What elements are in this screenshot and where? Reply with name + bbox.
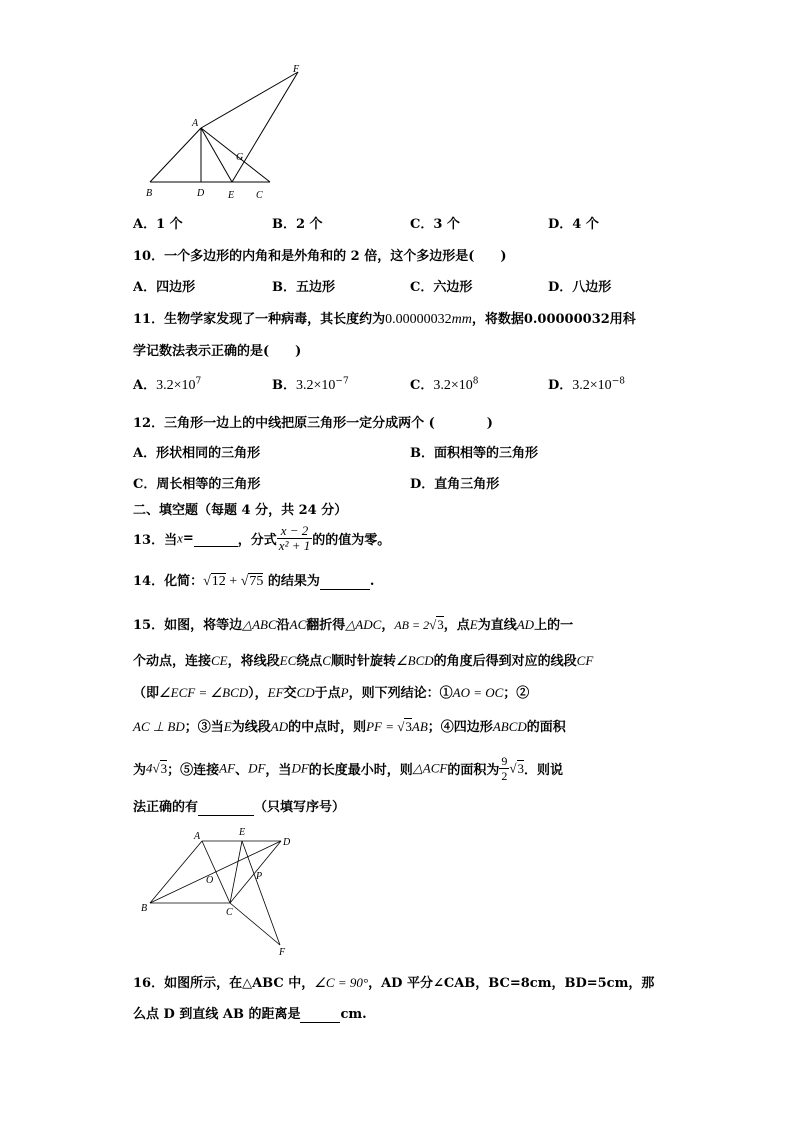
q15-label-A: A [194,831,201,842]
q10-stem: 10．一个多边形的内角和是外角和的 2 倍，这个多边形是( ) [133,249,507,264]
q9-label-F: F [293,64,300,75]
q9-option-b: B．2 个 [272,217,323,232]
q15-line2: 个动点，连接CE，将线段EC绕点C顺时针旋转∠BCD的角度后得到对应的线段CF [133,653,594,669]
q11-stem-line2: 学记数法表示正确的是( ) [133,344,302,359]
q9-label-E: E [228,190,235,201]
q13-answer-blank[interactable] [194,531,238,547]
q15-line4: AC ⊥ BD；③当E为线段AD的中点时，则PF = √3AB；④四边形ABCD的面积 [133,719,566,735]
q15-label-C: C [226,907,233,918]
q15-line3: （即∠ECF = ∠BCD），EF交CD于点P，则下列结论：①AO = OC；② [133,685,530,701]
q14-stem: 14．化简：√12 + √75 的结果为 . [133,574,375,589]
q12-option-b: B．面积相等的三角形 [410,446,538,461]
q15-label-F: F [279,947,286,957]
q15-line6: 法正确的有 （只填写序号） [133,800,346,815]
q12-stem: 12．三角形一边上的中线把原三角形一定分成两个 ( ) [133,416,493,431]
q11-option-c: C．$3.2\times 10^8$ [410,376,479,393]
q13-stem: 13．当x= ，分式 $\frac{x - 2}{\text{x² + 1}}$ 的的值为零。 [133,523,391,553]
q9-option-c: C．3 个 [410,217,460,232]
section-fill-in-heading: 二、填空题（每题 4 分，共 24 分） [133,503,348,518]
q11-stem-line1: 11．生物学家发现了一种病毒，其长度约为0.00000032mm，将数据0.00000032用科 [133,312,636,327]
q13-fraction: $\frac{x - 2}{\text{x² + 1}}$ [278,523,311,553]
q9-figure [140,62,310,204]
q9-label-B: B [146,188,153,199]
q11-option-b: B．$3.2\times 10^{-7}$ [272,376,349,393]
q9-label-G: G [236,152,244,163]
q10-option-b: B．五边形 [272,280,335,295]
q9-option-a: A．1 个 [133,217,183,232]
q10-option-c: C．六边形 [410,280,473,295]
q15-line1: 15．如图，将等边△ABC沿AC翻折得△ADC，AB = 2√3，点E为直线AD上的一 [133,617,574,633]
q12-option-d: D．直角三角形 [410,477,500,492]
q9-label-C: C [256,190,263,201]
q12-option-a: A．形状相同的三角形 [133,446,261,461]
q10-option-d: D．八边形 [548,280,612,295]
q11-option-a: A．$3.2\times 10^7$ [133,376,202,393]
q16-answer-blank[interactable] [300,1007,340,1023]
q15-fraction: $\frac{9}{2}$ [501,754,508,783]
q10-option-a: A．四边形 [133,280,196,295]
q16-line2: 么点 D 到直线 AB 的距离是 cm. [133,1007,367,1022]
q9-label-A: A [192,118,199,129]
q12-option-c: C．周长相等的三角形 [133,477,261,492]
q15-figure [138,825,298,957]
q15-line5: 为4√3；⑤连接AF、DF，当DF的长度最小时，则△ACF的面积为 $\frac{9}{2}$ √3．则说 [133,754,564,783]
q15-label-E: E [239,827,246,838]
q16-line1: 16．如图所示，在△ABC 中，∠C = 90°，AD 平分∠CAB，BC=8cm，BD=5cm，那 [133,975,655,991]
q15-label-P: P [256,871,263,882]
q14-answer-blank[interactable] [320,574,370,590]
q15-label-B: B [141,903,148,914]
q9-option-d: D．4 个 [548,217,599,232]
q15-label-O: O [206,875,214,886]
q15-label-D: D [283,837,291,848]
q9-label-D: D [197,188,205,199]
q15-answer-blank[interactable] [198,800,254,816]
q11-option-d: D．$3.2\times 10^{-8}$ [548,376,625,393]
